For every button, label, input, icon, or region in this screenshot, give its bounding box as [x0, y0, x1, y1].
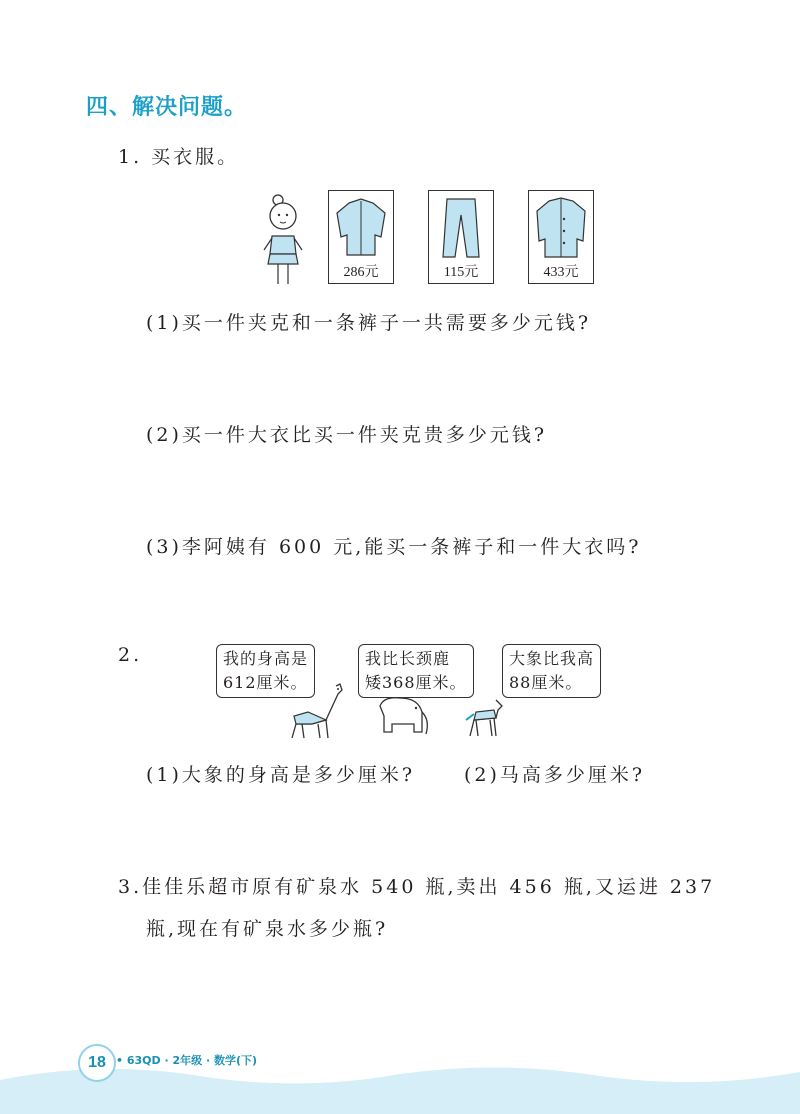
problem-1-question-1: (1)买一件夹克和一条裤子一共需要多少元钱?	[146, 312, 592, 334]
elephant-bubble-line-1: 我比长颈鹿	[365, 649, 451, 668]
book-info: • 63QD · 2年级 · 数学(下)	[116, 1054, 258, 1067]
problem-1-question-2: (2)买一件大衣比买一件夹克贵多少元钱?	[146, 424, 548, 446]
elephant-icon	[374, 694, 434, 740]
footer-wave-decoration	[0, 1060, 800, 1114]
horse-bubble-line-1: 大象比我高	[509, 649, 595, 668]
problem-2-question-2: (2)马高多少厘米?	[464, 764, 646, 786]
giraffe-icon	[282, 680, 352, 742]
problem-2-question-1: (1)大象的身高是多少厘米?	[146, 764, 416, 786]
page-number: 18	[78, 1044, 116, 1082]
pants-price-card	[428, 190, 494, 284]
jacket-icon	[335, 197, 387, 257]
coat-price-card	[528, 190, 594, 284]
problem-1-question-3: (3)李阿姨有 600 元,能买一条裤子和一件大衣吗?	[146, 536, 642, 558]
horse-speech-bubble	[502, 644, 601, 698]
problem-1-title: 1. 买衣服。	[118, 146, 240, 168]
giraffe-bubble-line-1: 我的身高是	[223, 649, 309, 668]
problem-3-line-1: 3.佳佳乐超市原有矿泉水 540 瓶,卖出 456 瓶,又运进 237	[118, 876, 716, 898]
jacket-price-card	[328, 190, 394, 284]
problem-2-number: 2.	[118, 644, 143, 666]
girl-illustration	[256, 192, 308, 288]
pants-price: 115元	[443, 265, 479, 280]
problem-3-line-2: 瓶,现在有矿泉水多少瓶?	[146, 918, 389, 940]
pants-icon	[435, 197, 487, 259]
section-title: 四、解决问题。	[86, 95, 248, 120]
jacket-price: 286元	[343, 265, 379, 280]
coat-icon	[535, 197, 587, 259]
elephant-speech-bubble	[358, 644, 474, 698]
horse-icon	[462, 696, 508, 742]
elephant-bubble-line-2: 矮368厘米。	[365, 673, 467, 692]
horse-bubble-line-2: 88厘米。	[509, 673, 583, 692]
giraffe-bubble-line-2: 612厘米。	[223, 673, 308, 692]
coat-price: 433元	[543, 265, 579, 280]
